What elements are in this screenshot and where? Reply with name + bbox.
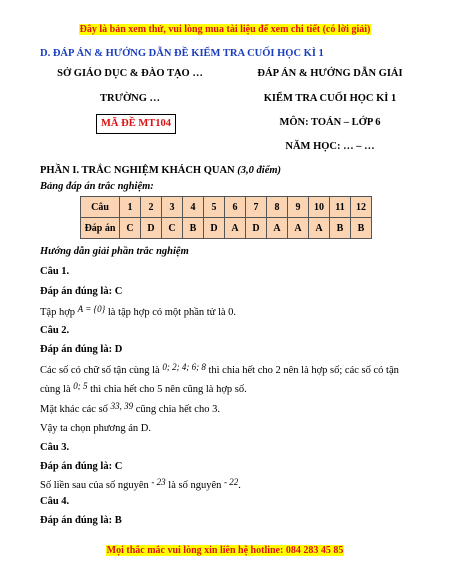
guide-title: Hướng dẫn giải phần trắc nghiệm <box>40 246 189 257</box>
q2-line-4: Vậy ta chọn phương án D. <box>40 423 151 434</box>
q2-math: 0; 5 <box>73 381 88 391</box>
q1-text: là tập hợp có một phần tử là 0. <box>107 307 237 318</box>
question-number-cell: 6 <box>225 197 246 218</box>
q2-label: Câu 2. <box>40 325 70 336</box>
answer-cell: C <box>162 218 183 239</box>
answer-table-header-cell: Đáp án <box>81 218 120 239</box>
q2-answer: Đáp án đúng là: D <box>40 344 123 355</box>
answer-table <box>80 196 372 239</box>
q4-answer: Đáp án đúng là: B <box>40 515 122 526</box>
question-number-cell: 10 <box>309 197 330 218</box>
header-department: SỞ GIÁO DỤC & ĐÀO TẠO … <box>57 68 203 79</box>
contact-hotline-text: Mọi thắc mắc vui lòng xin liên hệ hotline: 084 283 45 85 <box>106 545 344 556</box>
question-number-cell: 2 <box>141 197 162 218</box>
answer-cell: D <box>246 218 267 239</box>
q3-math: - 22 <box>223 477 239 487</box>
part1-points: (3,0 điểm) <box>237 165 282 176</box>
q2-math: 33, 39 <box>110 401 134 411</box>
question-number-cell: 8 <box>267 197 288 218</box>
answer-cell: B <box>183 218 204 239</box>
q2-text: cũng chia hết cho 3. <box>135 404 220 415</box>
answer-cell: A <box>288 218 309 239</box>
part1-heading <box>40 165 281 176</box>
q1-answer: Đáp án đúng là: C <box>40 286 123 297</box>
part1-title: PHẦN I. TRẮC NGHIỆM KHÁCH QUAN <box>40 165 235 176</box>
q2-line-2 <box>40 381 247 395</box>
q3-text: là số nguyên <box>168 480 222 491</box>
q4-label: Câu 4. <box>40 496 70 507</box>
q1-label: Câu 1. <box>40 266 70 277</box>
answer-cell: A <box>267 218 288 239</box>
preview-notice-banner <box>0 24 450 35</box>
exam-code-box: MÃ ĐỀ MT104 <box>96 114 176 134</box>
answer-cell: D <box>141 218 162 239</box>
question-number-cell: 4 <box>183 197 204 218</box>
answer-table-header-cell: Câu <box>81 197 120 218</box>
answer-table-caption: Bảng đáp án trắc nghiệm: <box>40 181 154 192</box>
answer-cell: A <box>225 218 246 239</box>
q2-text: Các số có chữ số tận cùng là <box>40 365 160 376</box>
contact-banner <box>0 545 450 556</box>
question-number-cell: 3 <box>162 197 183 218</box>
answer-cell: D <box>204 218 225 239</box>
q2-text: thì chia hết cho 2 nên là hợp số; các số có tận <box>208 365 399 376</box>
header-exam-title: KIỂM TRA CUỐI HỌC KÌ 1 <box>263 93 397 104</box>
question-number-cell: 1 <box>120 197 141 218</box>
q2-line-1 <box>40 362 399 376</box>
q2-text: thì chia hết cho 5 nên cũng là hợp số. <box>90 384 247 395</box>
section-title: D. ĐÁP ÁN & HƯỚNG DẪN ĐỀ KIỂM TRA CUỐI HỌC KÌ 1 <box>40 48 324 59</box>
header-school-year: NĂM HỌC: … – … <box>285 141 375 152</box>
q3-label: Câu 3. <box>40 442 70 453</box>
question-number-cell: 11 <box>330 197 351 218</box>
q2-line-3 <box>40 401 220 415</box>
header-school: TRƯỜNG … <box>100 93 160 104</box>
q3-math: - 23 <box>151 477 166 487</box>
q3-text: Số liền sau của số nguyên <box>40 480 149 491</box>
answer-cell: B <box>351 218 372 239</box>
q3-answer: Đáp án đúng là: C <box>40 461 123 472</box>
q2-text: Mặt khác các số <box>40 404 108 415</box>
q3-text: . <box>238 480 241 491</box>
question-number-cell: 12 <box>351 197 372 218</box>
q1-text: Tập hợp <box>40 307 76 318</box>
header-subject: MÔN: TOÁN – LỚP 6 <box>279 117 381 128</box>
answer-cell: A <box>309 218 330 239</box>
q2-math: 0; 2; 4; 6; 8 <box>162 362 206 372</box>
answer-table-row-answers <box>81 218 372 239</box>
header-answer-title: ĐÁP ÁN & HƯỚNG DẪN GIẢI <box>257 68 403 79</box>
q3-explanation <box>40 477 241 491</box>
q1-math: A = {0} <box>77 304 106 314</box>
preview-notice-text: Đây là bản xem thử, vui lòng mua tài liệu để xem chi tiết (có lời giải) <box>79 24 371 35</box>
question-number-cell: 9 <box>288 197 309 218</box>
answer-cell: B <box>330 218 351 239</box>
q2-text: cùng là <box>40 384 71 395</box>
answer-table-row-numbers <box>81 197 372 218</box>
q1-explanation <box>40 304 237 318</box>
question-number-cell: 5 <box>204 197 225 218</box>
answer-cell: C <box>120 218 141 239</box>
question-number-cell: 7 <box>246 197 267 218</box>
